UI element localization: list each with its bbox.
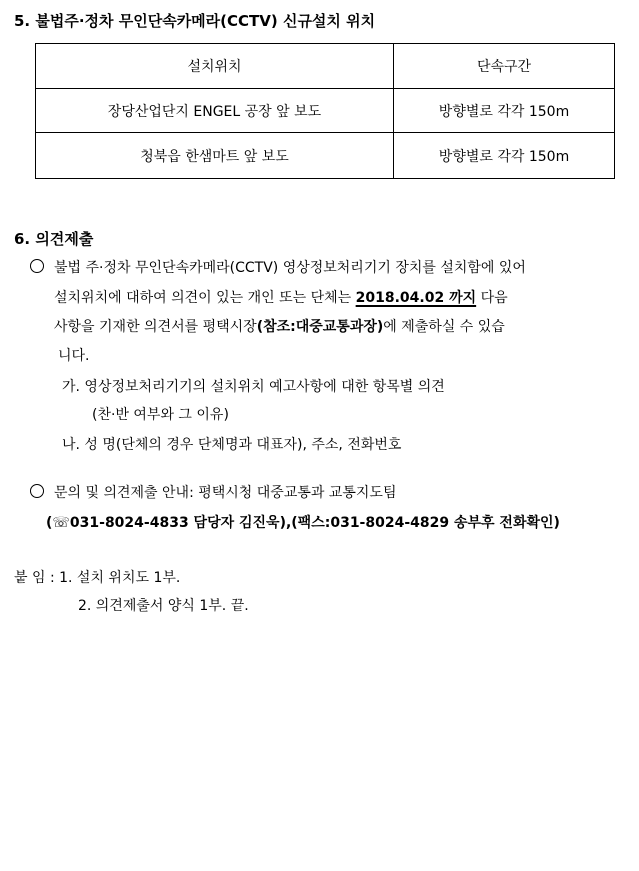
paragraph-text: 설치위치에 대하여 의견이 있는 개인 또는 단체는 [54, 290, 356, 306]
paragraph-text: 문의 및 의견제출 안내: 평택시청 대중교통과 교통지도팀 [54, 485, 397, 501]
paragraph-line [30, 257, 526, 277]
table-header-section: 단속구간 [394, 44, 615, 89]
paragraph-line: 니다. [58, 348, 90, 364]
table-cell-location: 청북읍 한샘마트 앞 보도 [36, 133, 394, 179]
table-header-row [36, 44, 615, 89]
section-6-title: 6. 의견제출 [14, 230, 94, 248]
table-cell-location: 장당산업단지 ENGEL 공장 앞 보도 [36, 89, 394, 133]
table-cell-section: 방향별로 각각 150m [394, 133, 615, 179]
section-5-title: 5. 불법주·정차 무인단속카메라(CCTV) 신규설치 위치 [14, 12, 376, 30]
deadline-date: 2018.04.02 까지 [355, 290, 477, 306]
table-header-location: 설치위치 [36, 44, 394, 89]
cctv-location-table [35, 43, 615, 179]
attachment-label: 붙 임 : 1. 설치 위치도 1부. [14, 570, 181, 586]
list-item-na: 나. 성 명(단체의 경우 단체명과 대표자), 주소, 전화번호 [62, 437, 402, 453]
contact-info: (☏031-8024-4833 담당자 김진욱),(팩스:031-8024-4829 송부후 전화확인) [46, 515, 560, 531]
paragraph-text: 사항을 기재한 의견서를 평택시장 [54, 319, 257, 335]
table-row [36, 133, 615, 179]
circle-bullet-icon [30, 259, 44, 273]
paragraph-text: 다음 [476, 290, 508, 306]
paragraph-text: 에 제출하실 수 있습 [383, 319, 505, 335]
list-item-ga: 가. 영상정보처리기기의 설치위치 예고사항에 대한 항목별 의견 [62, 379, 445, 395]
table-row [36, 89, 615, 133]
paragraph-line [54, 316, 505, 336]
list-item-ga-sub: (찬·반 여부와 그 이유) [92, 407, 229, 423]
paragraph-line [54, 287, 508, 307]
circle-bullet-icon [30, 484, 44, 498]
paragraph-text: 불법 주·정차 무인단속카메라(CCTV) 영상정보처리기기 장치를 설치함에 있어 [54, 260, 526, 276]
reference-department: (참조:대중교통과장) [256, 319, 384, 335]
table-cell-section: 방향별로 각각 150m [394, 89, 615, 133]
attachment-item: 2. 의견제출서 양식 1부. 끝. [78, 598, 249, 614]
paragraph-line [30, 482, 396, 502]
